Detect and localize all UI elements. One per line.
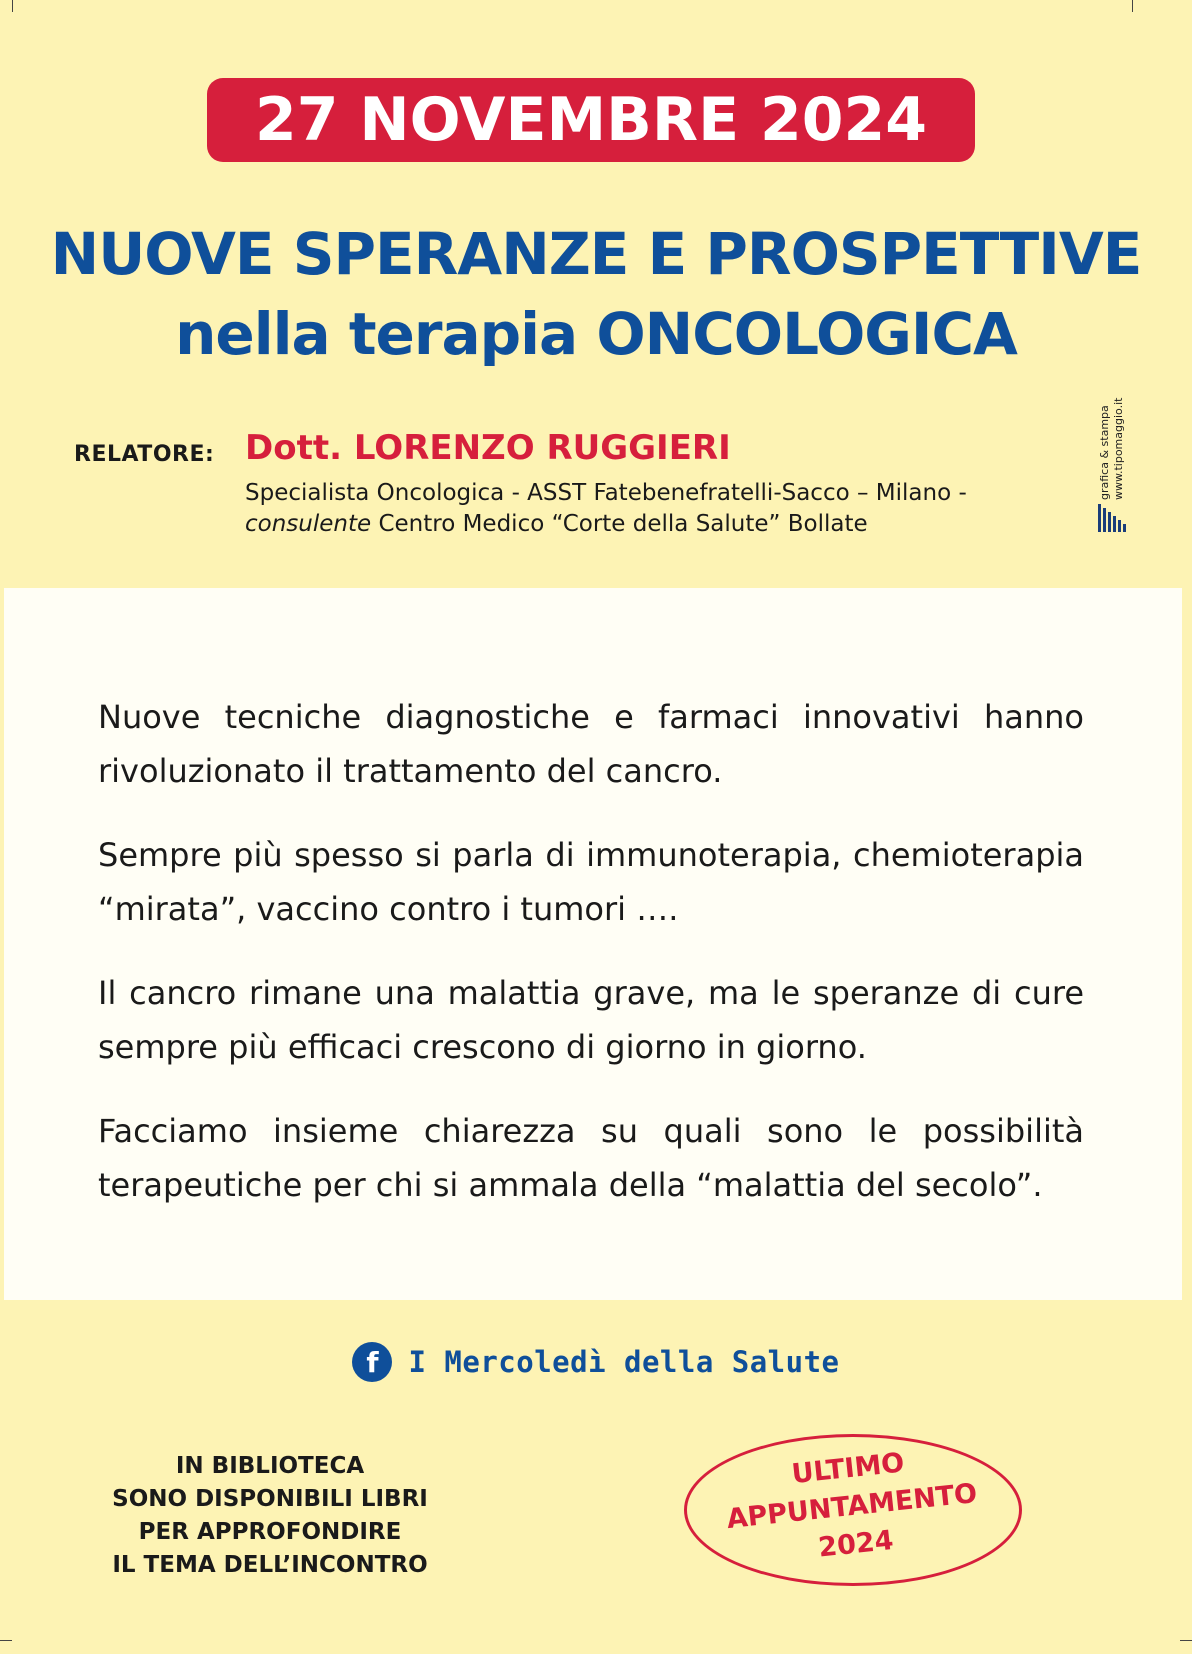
social-page-reference: [0, 1342, 1192, 1382]
speaker-name: Dott. LORENZO RUGGIERI: [245, 428, 731, 468]
library-note-line: IL TEMA DELL’INCONTRO: [112, 1552, 428, 1578]
paragraph-line: Il cancro rimane una malattia grave, ma le speranze di cure: [98, 974, 1084, 1012]
stamp-line: APPUNTAMENTO: [725, 1477, 979, 1536]
description-paragraph-2: [98, 828, 1084, 936]
crop-mark-bottom-right: [1180, 1640, 1192, 1641]
speaker-role-italic: consulente: [245, 511, 372, 537]
social-page-name: I Mercoledì della Salute: [408, 1345, 840, 1379]
paragraph-line: rivoluzionato il trattamento del cancro.: [98, 752, 723, 790]
event-title-line-2: nella terapia ONCOLOGICA: [175, 300, 1017, 368]
paragraph-line: sempre più efficaci crescono di giorno in giorno.: [98, 1028, 867, 1066]
speaker-role-line-1: Specialista Oncologica - ASST Fatebenefratelli-Sacco – Milano -: [245, 480, 967, 506]
last-appointment-stamp: [684, 1434, 1020, 1584]
stamp-line: ULTIMO: [790, 1447, 906, 1491]
printer-logo-icon: [1098, 504, 1128, 532]
description-paragraph-3: [98, 966, 1084, 1074]
library-note-line: SONO DISPONIBILI LIBRI: [112, 1486, 428, 1512]
description-paragraph-1: [98, 690, 1084, 798]
paragraph-line: Nuove tecniche diagnostiche e farmaci innovativi hanno: [98, 698, 1084, 736]
library-note-line: IN BIBLIOTECA: [175, 1453, 365, 1479]
paragraph-line: Sempre più spesso si parla di immunoterapia, chemioterapia: [98, 836, 1084, 874]
event-date: 27 NOVEMBRE 2024: [255, 85, 927, 155]
speaker-role-line-2: [245, 511, 868, 537]
printer-credit-text: [1098, 398, 1126, 500]
paragraph-line: Facciamo insieme chiarezza su quali sono le possibilità: [98, 1112, 1084, 1150]
library-note-line: PER APPROFONDIRE: [138, 1519, 402, 1545]
description-paragraph-4: [98, 1104, 1084, 1212]
printer-credit: [1062, 380, 1125, 540]
crop-mark-bottom-left: [0, 1640, 12, 1641]
paragraph-line: “mirata”, vaccino contro i tumori ….: [98, 890, 679, 928]
event-date-banner: [207, 78, 975, 162]
speaker-role-rest: Centro Medico “Corte della Salute” Bollate: [371, 511, 868, 537]
crop-mark-top-left: [12, 0, 13, 12]
speaker-label: RELATORE:: [74, 442, 215, 467]
stamp-line: 2024: [816, 1524, 895, 1564]
crop-mark-top-right: [1132, 0, 1133, 12]
printer-credit-line-2: www.tipomaggio.it: [1112, 397, 1125, 500]
printer-credit-line-1: grafica & stampa: [1098, 405, 1111, 500]
event-title-line-1: NUOVE SPERANZE E PROSPETTIVE: [50, 220, 1142, 288]
library-note: [70, 1450, 470, 1582]
facebook-icon: f: [352, 1342, 392, 1382]
paragraph-line: terapeutiche per chi si ammala della “malattia del secolo”.: [98, 1166, 1043, 1204]
